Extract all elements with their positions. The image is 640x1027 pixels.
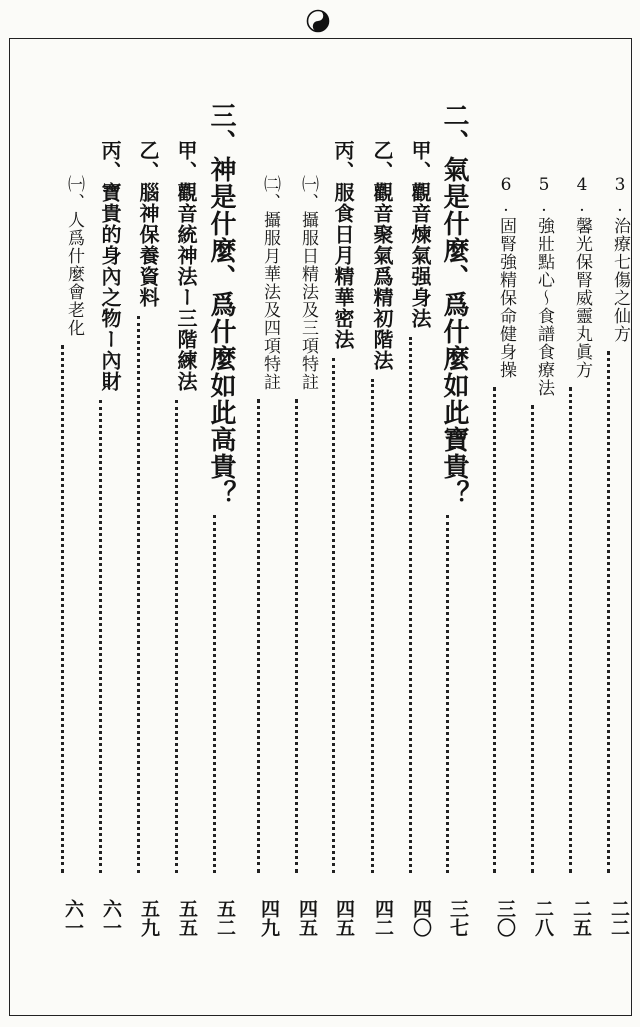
toc-page-number: 四〇	[410, 899, 432, 937]
toc-entry[interactable]	[194, 70, 234, 958]
toc-entry-title: 丙、寶貴的身內之物ー內財	[98, 140, 122, 392]
toc-page-number: 六一	[100, 899, 122, 937]
toc-page-number: 二八	[532, 899, 554, 937]
toc-page-number: 二二	[608, 899, 630, 937]
toc-entry-title: 二、氣是什麼、爲什麼如此寶貴？	[439, 102, 469, 507]
toc-entry[interactable]	[80, 70, 120, 958]
toc-page-number: 三〇	[494, 899, 516, 937]
toc-entry[interactable]	[550, 70, 590, 958]
dot-leader	[332, 358, 335, 873]
toc-entry[interactable]	[474, 70, 514, 958]
toc-page-number: 二五	[570, 899, 592, 937]
dot-leader	[175, 400, 178, 873]
toc-entry[interactable]	[588, 70, 628, 958]
toc-entry[interactable]	[390, 70, 430, 958]
toc-entry-title: 3.治療七傷之仙方	[610, 175, 630, 343]
dot-leader	[493, 387, 496, 873]
toc-entry[interactable]	[156, 70, 196, 958]
dot-leader	[446, 515, 449, 873]
toc-page-number: 五五	[176, 899, 198, 937]
toc-entry[interactable]	[118, 70, 158, 958]
dot-leader	[137, 316, 140, 873]
dot-leader	[531, 405, 534, 873]
toc-entry-title: ㈡、攝服月華法及四項特註	[260, 175, 280, 391]
toc-entry-title: 甲、觀音統神法ー三階練法	[174, 140, 198, 392]
yin-yang-icon	[306, 9, 330, 33]
toc-entry[interactable]	[276, 70, 316, 958]
toc-entry-title: 5.強壯點心〜食譜食療法	[534, 175, 554, 397]
dot-leader	[99, 400, 102, 873]
toc-page-number: 三七	[447, 899, 469, 937]
toc-page-number: 四五	[296, 899, 318, 937]
toc-entry-title: ㈠、攝服日精法及三項特註	[298, 175, 318, 391]
toc-entry[interactable]	[512, 70, 552, 958]
toc-page-number: 六一	[62, 899, 84, 937]
dot-leader	[61, 345, 64, 873]
toc-entry-title: 丙、服食日月精華密法	[331, 140, 355, 350]
dot-leader	[257, 399, 260, 873]
dot-leader	[607, 351, 610, 873]
dot-leader	[213, 515, 216, 873]
toc-entry[interactable]	[313, 70, 353, 958]
toc-page-number: 四九	[258, 899, 280, 937]
toc-entry-title: 乙、觀音聚氣爲精初階法	[370, 140, 394, 371]
toc-entry[interactable]	[238, 70, 278, 958]
toc-entry[interactable]	[352, 70, 392, 958]
toc-entry-title: 甲、觀音煉氣强身法	[408, 140, 432, 329]
toc-entry-title: ㈠、人爲什麼會老化	[64, 175, 84, 337]
toc-page-number: 五二	[214, 899, 236, 937]
toc-page-number: 四五	[333, 899, 355, 937]
dot-leader	[295, 399, 298, 873]
toc-page-number: 五九	[138, 899, 160, 937]
toc-page-number: 四二	[372, 899, 394, 937]
toc-entry-title: 三、神是什麼、爲什麼如此高貴？	[206, 102, 236, 507]
toc-entry-title: 乙、腦神保養資料	[136, 140, 160, 308]
dot-leader	[409, 337, 412, 873]
toc-entry[interactable]	[427, 70, 467, 958]
toc-entry[interactable]	[42, 70, 82, 958]
toc-entry-title: 4.馨光保腎威靈丸眞方	[572, 175, 592, 379]
toc-entry-title: 6.固腎強精保命健身操	[496, 175, 516, 379]
dot-leader	[371, 379, 374, 873]
dot-leader	[569, 387, 572, 873]
